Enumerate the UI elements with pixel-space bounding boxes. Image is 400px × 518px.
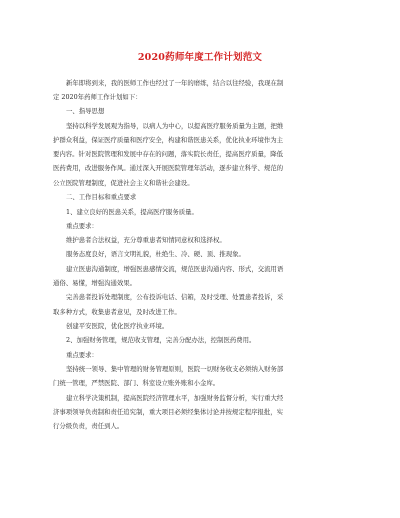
paragraph-line: 医药费用，改进服务作风。通过深入开展医院管理年活动，逐步建立科学、规范的 bbox=[53, 164, 284, 172]
paragraph-line: 维护患者合法权益，充分尊重患者知情同意权和选择权。 bbox=[66, 236, 226, 244]
paragraph-line: 要内容。针对医院管理和发展中存在的问题，落实院长责任，提高医疗质量，降低 bbox=[53, 150, 284, 158]
paragraph-line: 坚持以科学发展观为指导，以病人为中心，以提高医疗服务质量为主题，把维 bbox=[66, 122, 284, 130]
paragraph-line: 公立医院管理制度，促进社会主义和谐社会建设。 bbox=[53, 179, 194, 187]
paragraph-line: 护群众利益，保证医疗质量和医疗安全，构建和谐医患关系，优化执业环境作为主 bbox=[53, 136, 284, 144]
paragraph-line: 通俗、易懂，增强沟通效果。 bbox=[53, 279, 137, 287]
paragraph-line: 门统一管理，严禁医院、部门、科室设立账外账和小金库。 bbox=[53, 379, 220, 387]
paragraph-line: 建立医患沟通制度，增强医患感情交流，规范医患沟通内容、形式，交流用语 bbox=[66, 265, 284, 273]
section-heading: 二、工作目标和重点要求 bbox=[66, 193, 137, 201]
paragraph-line: 重点要求： bbox=[66, 222, 98, 230]
paragraph-line: 坚持统一领导、集中管理的财务管理原则，医院一切财务收支必须纳入财务部 bbox=[66, 365, 284, 373]
section-heading: 一、指导思想 bbox=[66, 107, 105, 115]
subsection-heading: 2、加强财务管理，规范收支管理，完善分配办法，控制医药费用。 bbox=[66, 336, 256, 344]
paragraph-line: 建立科学决策机制，提高医院经济管理水平，加强财务监督分析，实行重大经 bbox=[66, 394, 284, 402]
paragraph-line: 创建平安医院，优化医疗执业环境。 bbox=[66, 322, 169, 330]
paragraph-line: 取多种方式，收集患者意见，及时改进工作。 bbox=[53, 308, 181, 316]
paragraph-line: 定 2020年药师工作计划如下： bbox=[53, 93, 142, 101]
paragraph-line: 重点要求： bbox=[66, 351, 98, 359]
paragraph-line: 济事项领导负责制和责任追究制，重大项目必须经集体讨论并按规定程序报批，实 bbox=[53, 408, 284, 416]
subsection-heading: 1、建立良好的医患关系，提高医疗服务质量。 bbox=[66, 208, 198, 216]
page-title: 2020药师年度工作计划范文 bbox=[137, 52, 263, 63]
paragraph-line: 新年即将到来，我的医师工作也经过了一年的磨练，结合以往经验，我现在制 bbox=[66, 79, 284, 87]
paragraph-line: 服务态度良好，语言文明礼貌，杜绝生、冷、硬、顶、推现象。 bbox=[66, 250, 245, 258]
paragraph-line: 完善患者投诉处理制度，公布投诉电话、信箱，及时受理、处置患者投诉，采 bbox=[66, 293, 284, 301]
paragraph-line: 行分级负责，责任到人。 bbox=[53, 422, 124, 430]
